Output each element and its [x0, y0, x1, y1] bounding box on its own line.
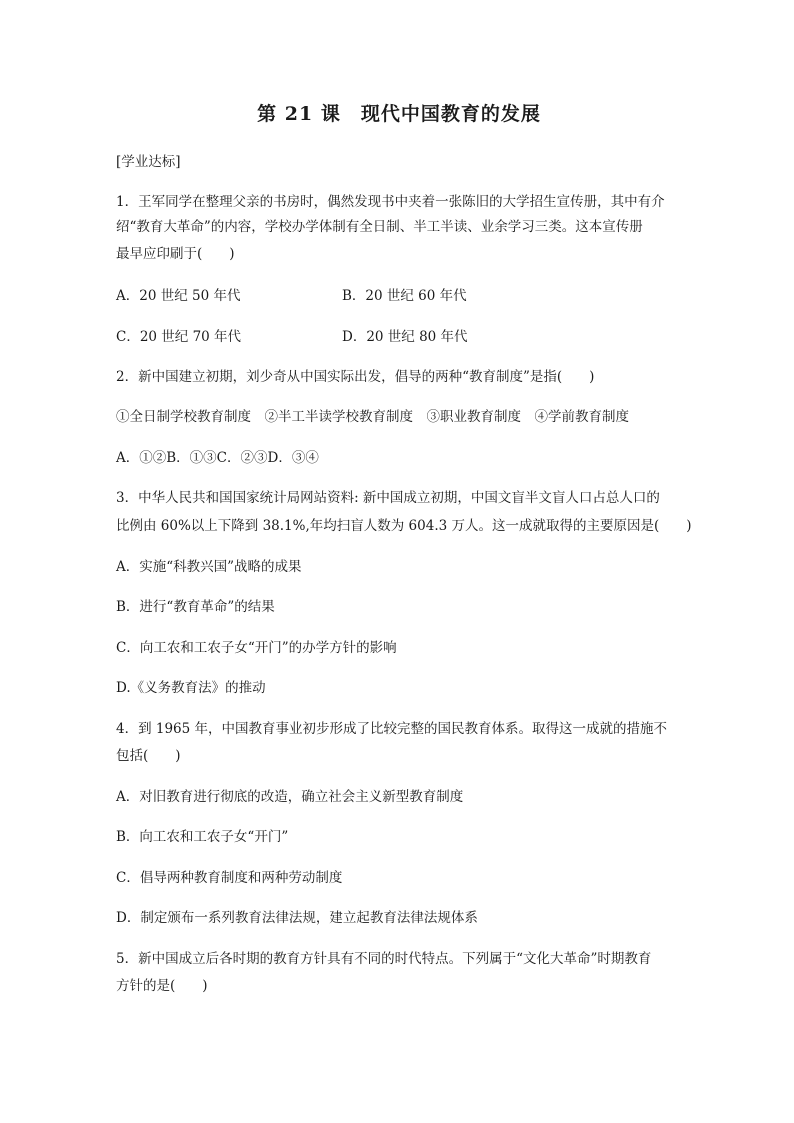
- q1-stem-line-3: 最早应印刷于( ): [116, 246, 235, 262]
- q4-stem-line-1: 4．到 1965 年，中国教育事业初步形成了比较完整的国民教育体系。取得这一成就的措施不: [116, 721, 668, 737]
- q4-option-a: A．对旧教育进行彻底的改造，确立社会主义新型教育制度: [116, 789, 464, 805]
- q1-option-b: B．20 世纪 60 年代: [342, 288, 467, 304]
- q3-option-d: D.《义务教育法》的推动: [116, 680, 266, 696]
- q1-stem-line-1: 1．王军同学在整理父亲的书房时，偶然发现书中夹着一张陈旧的大学招生宣传册，其中有介: [116, 194, 665, 210]
- q1-option-c: C．20 世纪 70 年代: [116, 329, 242, 345]
- q3-stem-line-2: 比例由 60%以上下降到 38.1%,年均扫盲人数为 604.3 万人。这一成就取得的主要原因是( ): [116, 518, 692, 534]
- q3-option-b: B．进行“教育革命”的结果: [116, 599, 275, 615]
- q5-stem-line-1: 5．新中国成立后各时期的教育方针具有不同的时代特点。下列属于“文化大革命”时期教育: [116, 951, 652, 967]
- q4-option-d: D．制定颁布一系列教育法律法规，建立起教育法律法规体系: [116, 910, 478, 926]
- q4-stem-line-2: 包括( ): [116, 748, 181, 764]
- q1-option-a: A．20 世纪 50 年代: [116, 288, 241, 304]
- q1-stem-line-2: 绍“教育大革命”的内容，学校办学体制有全日制、半工半读、业余学习三类。这本宣传册: [116, 219, 643, 235]
- q4-option-b: B．向工农和工农子女“开门”: [116, 829, 289, 845]
- q4-option-c: C．倡导两种教育制度和两种劳动制度: [116, 870, 343, 886]
- section-heading: [学业达标]: [116, 154, 181, 170]
- q1-option-d: D．20 世纪 80 年代: [342, 329, 468, 345]
- q2-items: ①全日制学校教育制度 ②半工半读学校教育制度 ③职业教育制度 ④学前教育制度: [116, 409, 629, 425]
- q2-options: A．①②B．①③C．②③D．③④: [116, 450, 319, 466]
- q3-stem-line-1: 3．中华人民共和国国家统计局网站资料: 新中国成立初期，中国文盲半文盲人口占总人口的: [116, 490, 660, 506]
- q5-stem-line-2: 方针的是( ): [116, 978, 208, 994]
- q2-stem: 2．新中国建立初期，刘少奇从中国实际出发，倡导的两种“教育制度”是指( ): [116, 369, 595, 385]
- q3-option-c: C．向工农和工农子女“开门”的办学方针的影响: [116, 640, 397, 656]
- lesson-title: 第 21 课 现代中国教育的发展: [257, 103, 541, 125]
- q3-option-a: A．实施“科教兴国”战略的成果: [116, 559, 302, 575]
